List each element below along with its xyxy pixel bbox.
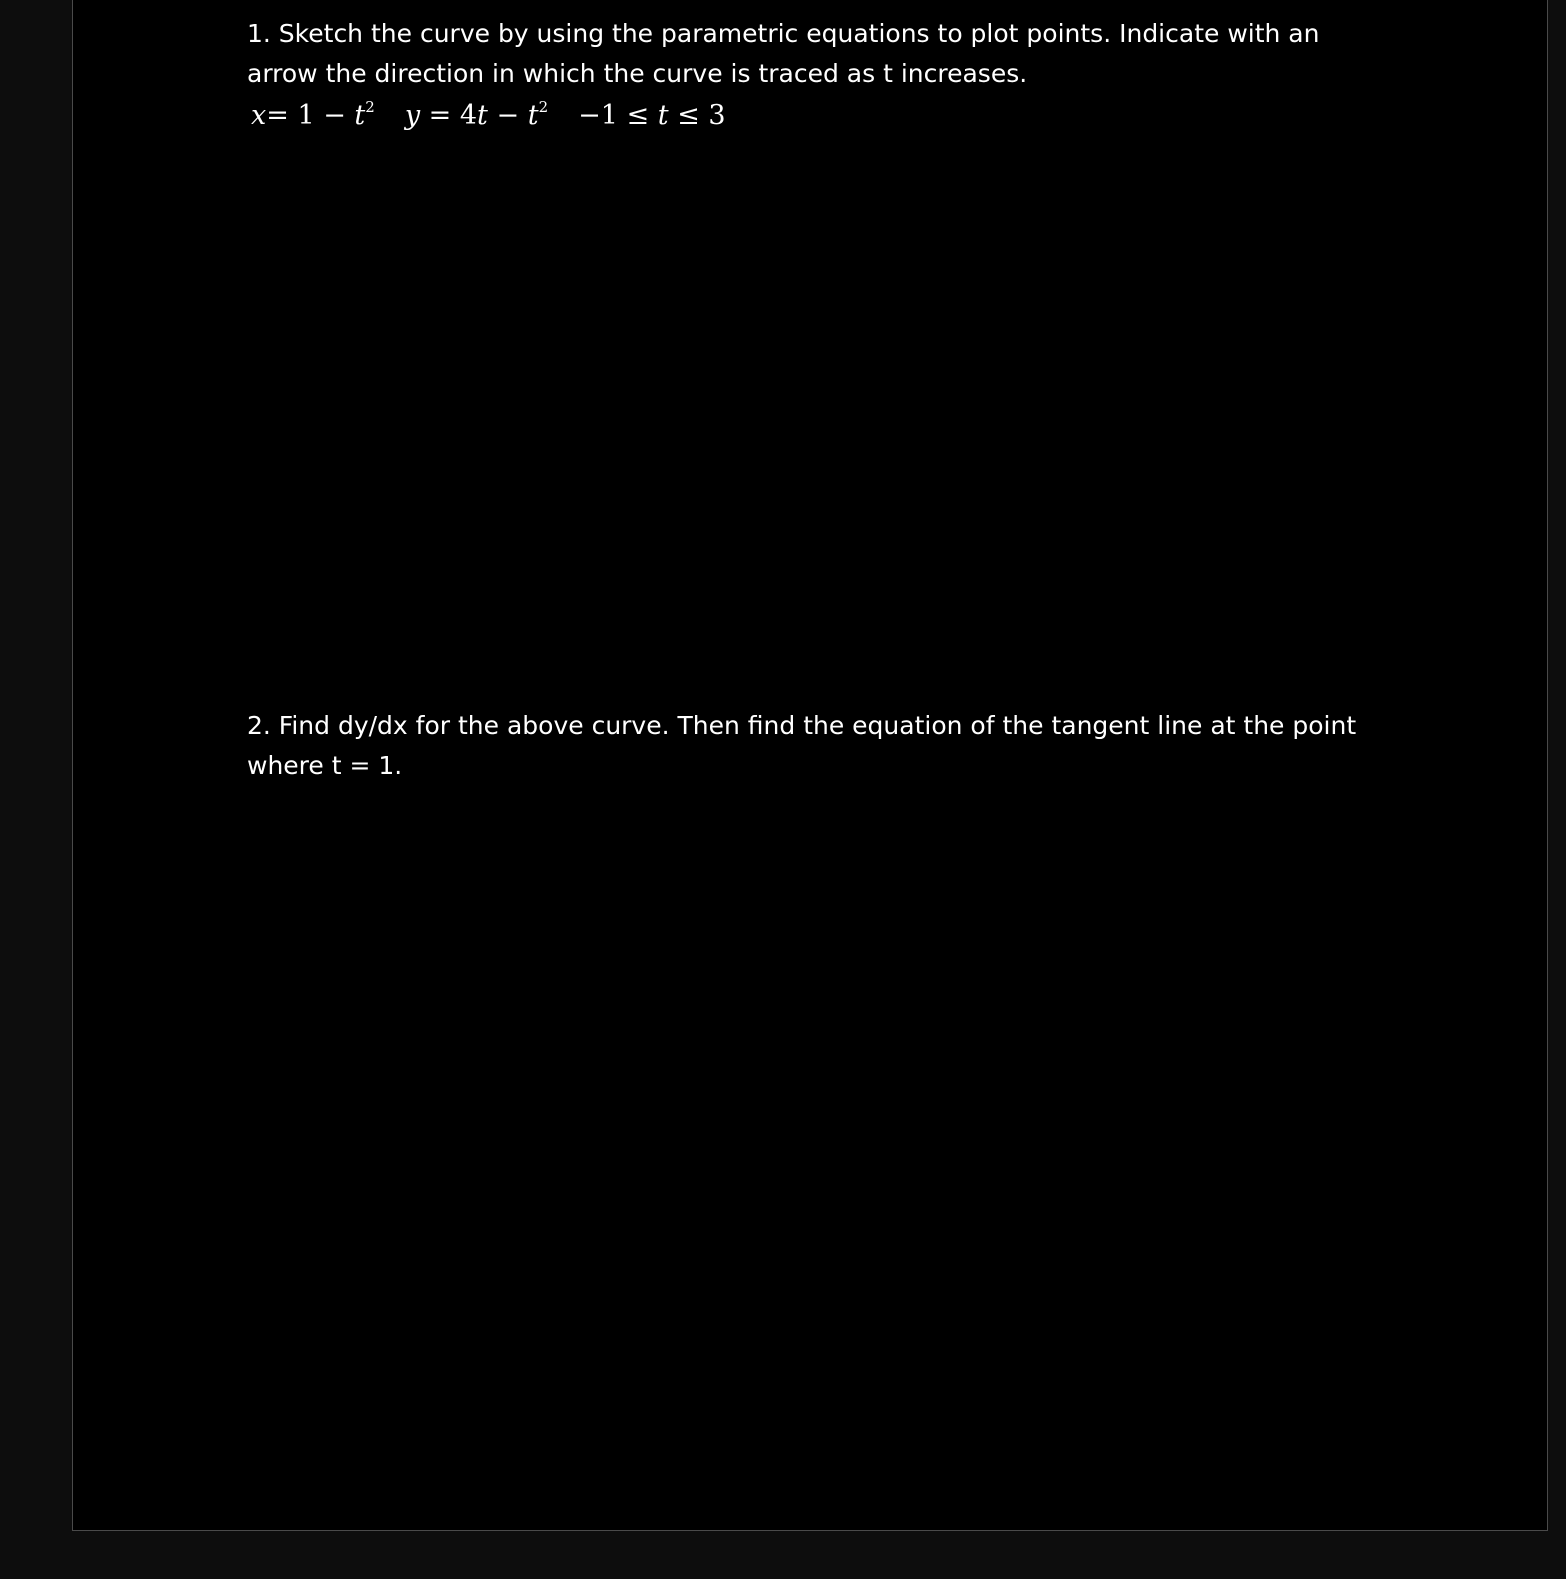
equation-range-left: −1 ≤ (578, 100, 658, 131)
equation-x-t: t (354, 100, 366, 131)
equation-y-exponent: 2 (538, 98, 549, 116)
problem-1-text-line-1: 1. Sketch the curve by using the parametric equations to plot points. Indicate with an (247, 19, 1320, 48)
equation-y-variable: y (404, 100, 421, 131)
parametric-equations (251, 98, 726, 134)
problem-2-text-line-2: where t = 1. (247, 751, 403, 780)
problem-1-text-line-2: arrow the direction in which the curve is traced as t increases. (247, 59, 1028, 88)
equation-x-variable: x (251, 100, 267, 131)
equation-y-t1: t (477, 100, 488, 131)
equation-x-exponent: 2 (365, 98, 375, 116)
equation-range-t: t (657, 100, 669, 131)
equation-y-constant: = 4 (420, 100, 478, 131)
equation-range-right: ≤ 3 (668, 100, 726, 131)
equation-x-constant: = 1 − (266, 100, 355, 131)
equation-y-minus: − (487, 100, 528, 131)
problem-2-text-line-1: 2. Find dy/dx for the above curve. Then find the equation of the tangent line at the point (247, 711, 1357, 740)
equation-y-t2: t (527, 100, 539, 131)
